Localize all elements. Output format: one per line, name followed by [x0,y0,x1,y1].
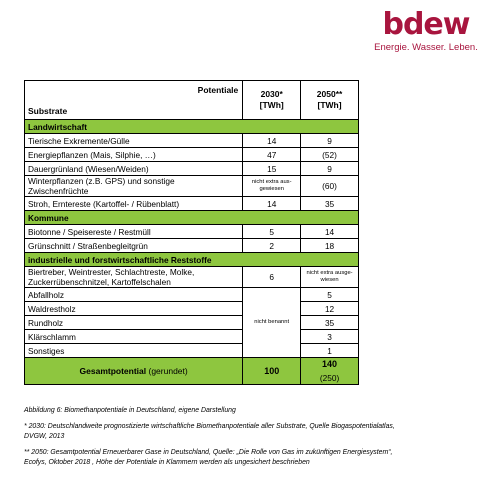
row-label-line2: Zwischenfrüchte [28,186,89,196]
footnote-2050-line2: Ecofys, Oktober 2018 , Höhe der Potentiale in Klammern werden als ungesichert beschrieben [24,459,310,466]
row-label: Waldrestholz [25,302,243,316]
table-row [25,288,359,302]
value-2030: 2 [243,239,301,253]
value-2030: 5 [243,225,301,239]
table-row [25,197,359,211]
table-row [25,239,359,253]
table-row [25,302,359,316]
total-row [25,358,359,385]
row-label: Sonstiges [25,344,243,358]
row-label: Abfallholz [25,288,243,302]
value-2050: 35 [301,197,359,211]
row-label [25,267,243,288]
row-label: Grünschnitt / Straßenbegleitgrün [25,239,243,253]
total-2050 [301,358,359,385]
table-row [25,148,359,162]
section-label: Landwirtschaft [25,120,359,134]
value-2050: 18 [301,239,359,253]
section-label: Kommune [25,211,359,225]
section-row-landwirtschaft [25,120,359,134]
table-row [25,316,359,330]
row-label: Tierische Exkremente/Gülle [25,134,243,148]
value-2050-line1: nicht extra ausge- [306,270,353,276]
header-potentiale: Potentiale [197,85,239,95]
row-label [25,176,243,197]
logo-tagline: Energie. Wasser. Leben. [374,42,478,53]
section-label: industrielle und forstwirtschaftliche Reststoffe [25,253,359,267]
table-row [25,330,359,344]
value-2030: 47 [243,148,301,162]
value-2030 [243,176,301,197]
table-row [25,267,359,288]
row-label-line1: Biertreber, Weintrester, Schlachtreste, Molke, [28,267,195,277]
value-2050: 3 [301,330,359,344]
value-2050: 12 [301,302,359,316]
total-2050-uncertain: (250) [319,373,340,383]
value-2030: 6 [243,267,301,288]
value-2050: 1 [301,344,359,358]
header-2050 [301,81,359,120]
value-2050: (60) [301,176,359,197]
row-label: Dauergrünland (Wiesen/Weiden) [25,162,243,176]
row-label-line1: Winterpflanzen (z.B. GPS) und sonstige [28,176,175,186]
row-label: Biotonne / Speisereste / Restmüll [25,225,243,239]
value-2030-line2: gewiesen [259,186,284,192]
value-2030: 14 [243,134,301,148]
section-row-industrie [25,253,359,267]
row-label: Stroh, Erntereste (Kartoffel- / Rübenblatt) [25,197,243,211]
value-2030-line1: nicht extra aus- [251,179,292,185]
table-row [25,176,359,197]
logo-wordmark: bdew [382,7,470,42]
table-row [25,344,359,358]
header-2050-unit: [TWh] [317,100,342,110]
footnote-2050-line1: ** 2050: Gesamtpotential Erneuerbarer Gase in Deutschland, Quelle: „Die Rolle von Gas im zukünftigen Energiesystem“, [24,449,393,456]
header-2030-year: 2030* [260,89,283,99]
header-2030 [243,81,301,120]
table-row [25,134,359,148]
total-2030: 100 [243,358,301,385]
value-2050: 35 [301,316,359,330]
header-2030-unit: [TWh] [259,100,284,110]
value-2030: 15 [243,162,301,176]
footnotes [24,406,484,474]
row-label-line2: Zuckerrübenschnitzel, Kartoffelschalen [28,277,171,287]
value-2050: 5 [301,288,359,302]
figure-caption: Abbildung 6: Biomethanpotentiale in Deutschland, eigene Darstellung [24,407,236,414]
value-2030-merged: nicht benannt [243,288,301,358]
total-label [25,358,243,385]
row-label: Rundholz [25,316,243,330]
section-row-kommune [25,211,359,225]
header-corner-cell [25,81,243,120]
footnote-2030-line1: * 2030: Deutschlandweite prognostizierte wirtschaftliche Biomethanpotentiale aller Substrate, Quelle Biogaspotentialatlas, [24,423,395,430]
table-header-row [25,81,359,120]
value-2050 [301,267,359,288]
value-2050: (52) [301,148,359,162]
footnote-2030-line2: DVGW, 2013 [24,433,65,440]
value-2050: 9 [301,134,359,148]
table-row [25,162,359,176]
total-label-paren: (gerundet) [146,366,188,376]
header-2050-year: 2050** [316,89,343,99]
value-2050: 9 [301,162,359,176]
total-label-text: Gesamtpotential [79,366,147,376]
value-2030: 14 [243,197,301,211]
header-substrate: Substrate [28,106,68,116]
total-2050-value: 140 [322,359,338,369]
table-row [25,225,359,239]
row-label: Klärschlamm [25,330,243,344]
value-2050: 14 [301,225,359,239]
row-label: Energiepflanzen (Mais, Silphie, …) [25,148,243,162]
biomethane-potential-table [24,80,359,385]
bdew-logo [372,8,480,54]
value-2050-line2: wiesen [320,277,339,283]
